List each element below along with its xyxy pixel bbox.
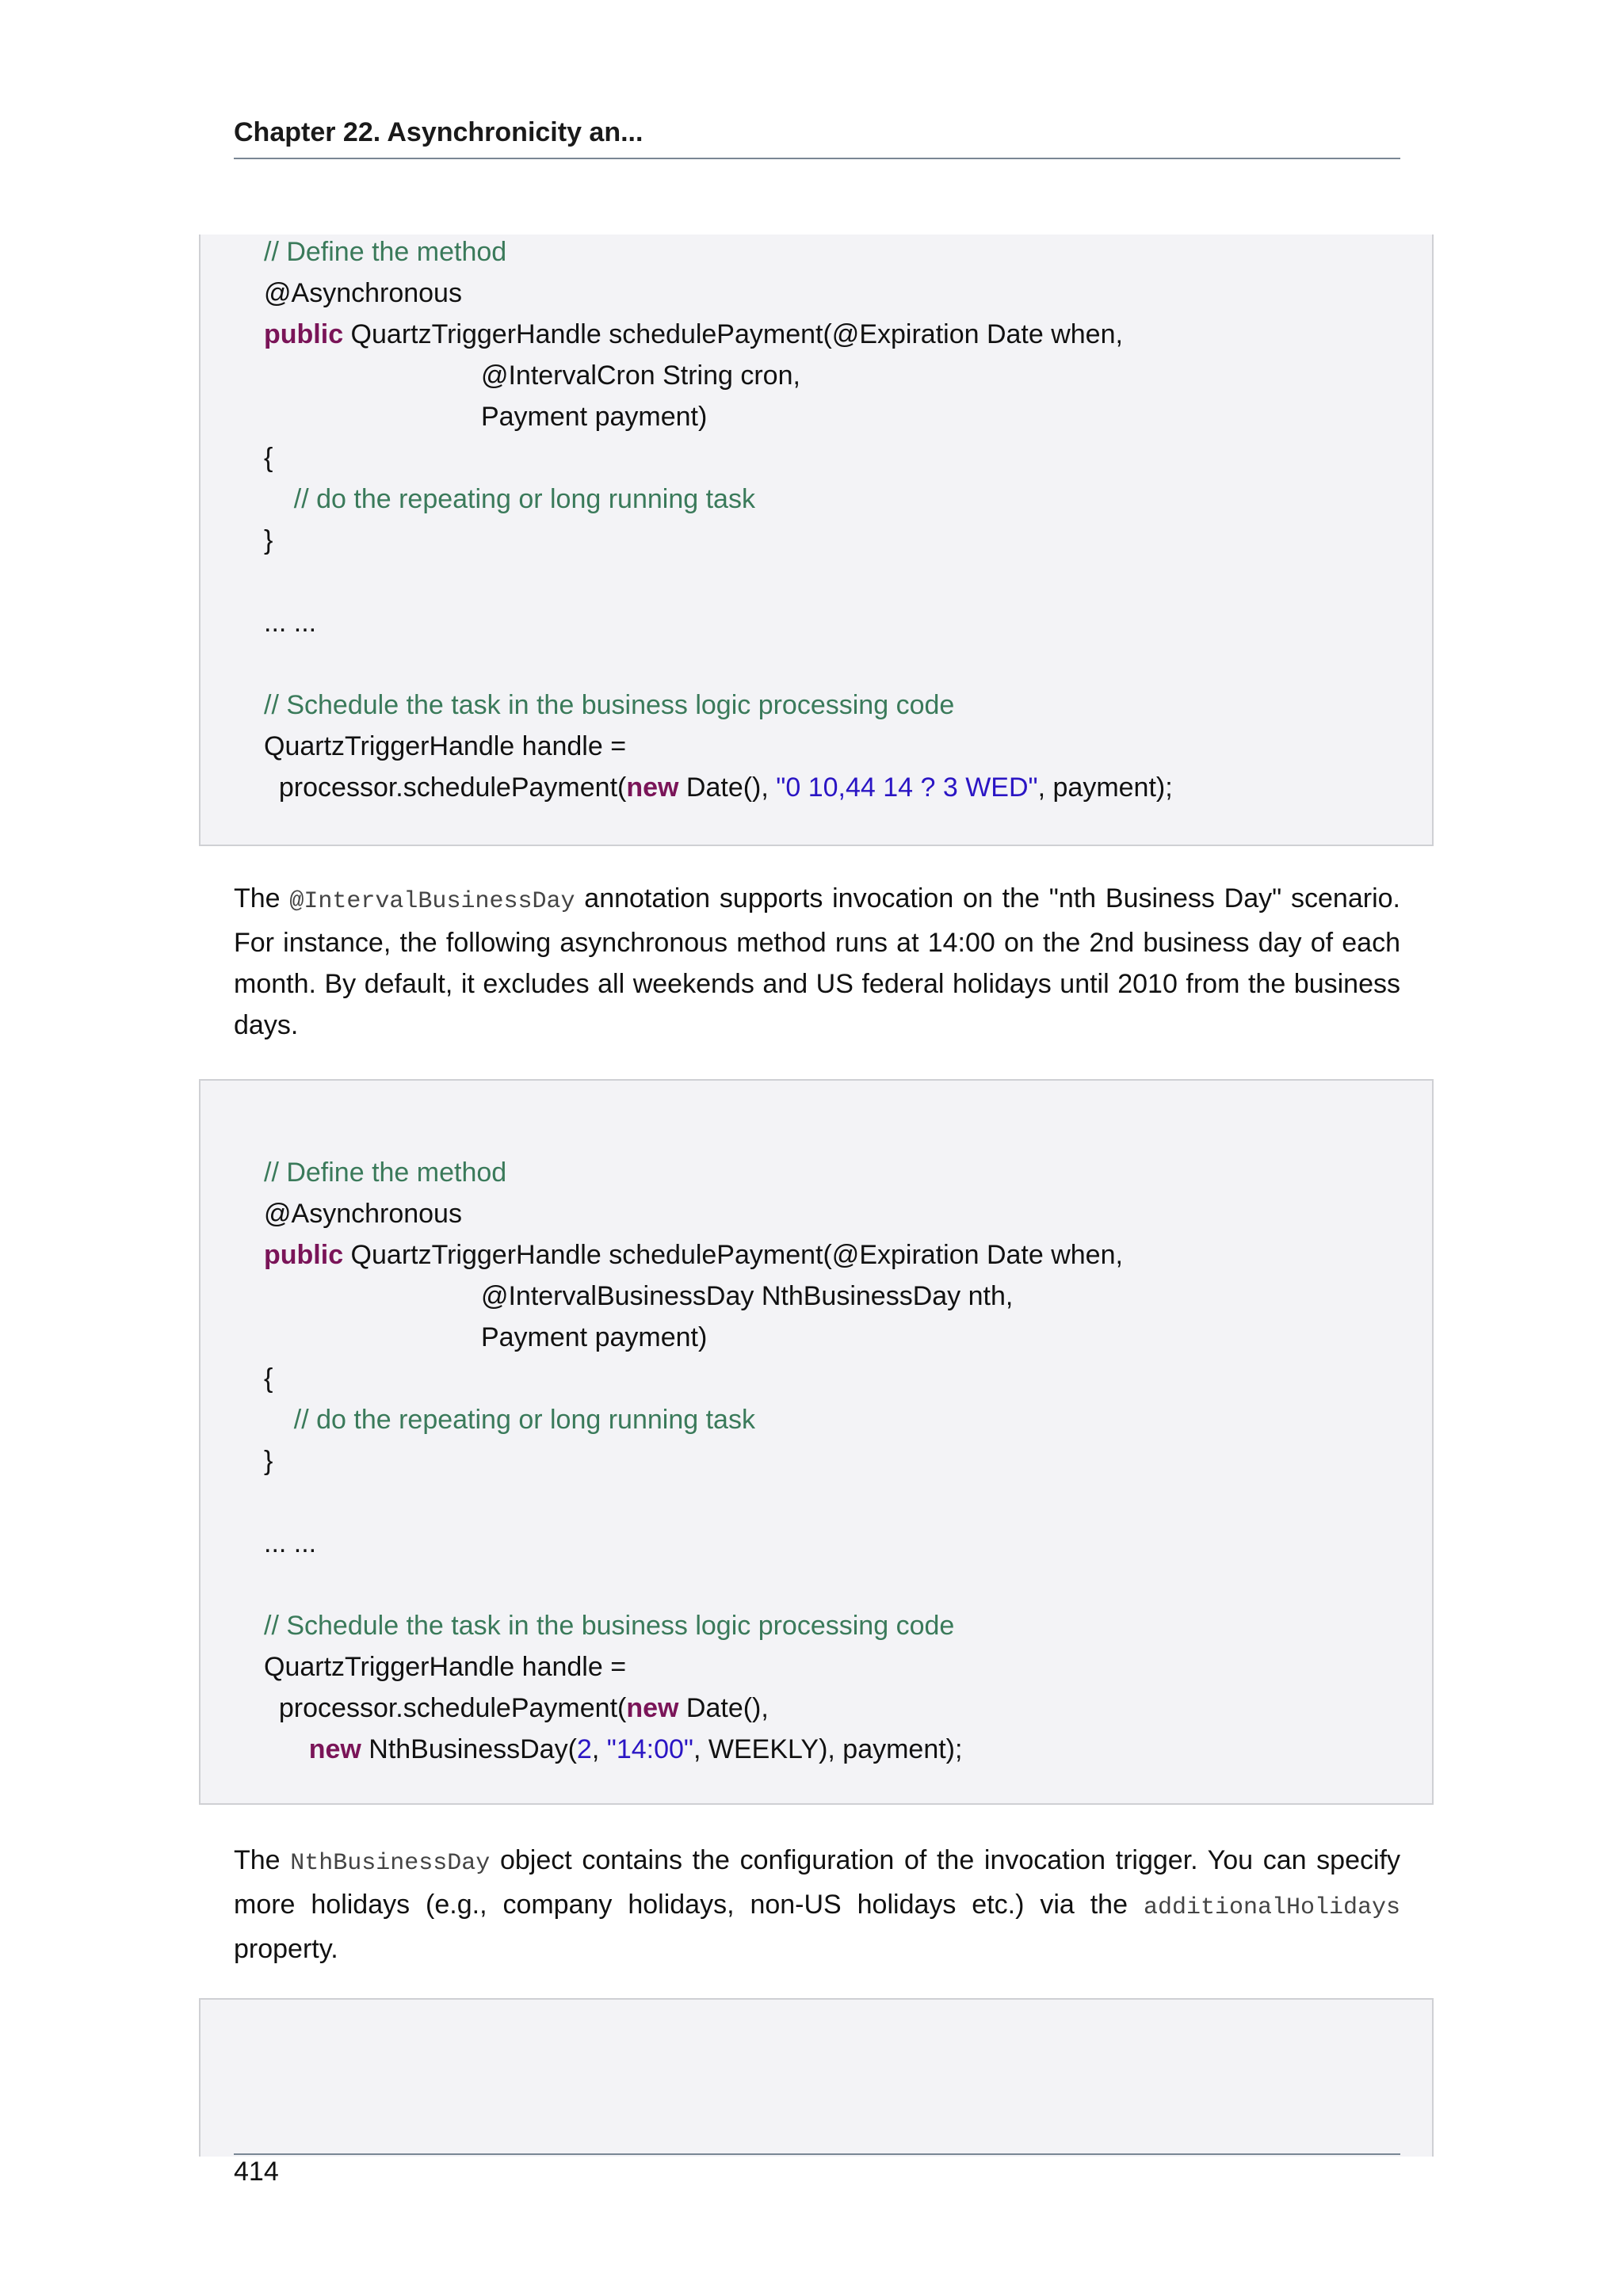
code-token: }	[264, 1446, 273, 1476]
code-line	[264, 273, 1173, 314]
code-token: processor.schedulePayment(	[264, 772, 627, 803]
code-line	[264, 767, 1173, 808]
code-token: NthBusinessDay(	[361, 1734, 577, 1764]
code-token: 2	[576, 1734, 592, 1764]
code-line	[264, 1276, 1123, 1317]
code-line	[264, 1193, 1123, 1234]
code-line	[264, 1523, 1123, 1564]
header-rule	[234, 158, 1400, 159]
code-line	[264, 1564, 1123, 1605]
paragraph-text: annotation supports invocation on the "nth Business Day" scenario. For instance, the following asynchronous method runs at 14:00 on the 2nd business day of each month. By default, it excludes all weekends and US federal holidays until 2010 from the business days.	[234, 883, 1400, 1040]
code-token: // Define the method	[264, 1158, 507, 1188]
code-token: ,	[591, 1734, 607, 1764]
paragraph-interval-business-day	[234, 878, 1400, 1046]
code-line	[264, 726, 1173, 767]
code-line	[264, 1646, 1123, 1688]
code-token: @IntervalBusinessDay NthBusinessDay nth,	[264, 1281, 1014, 1311]
code-line	[264, 643, 1173, 685]
code-token: public	[264, 1240, 344, 1270]
code-line	[264, 1152, 1123, 1193]
paragraph-nth-business-day	[234, 1840, 1400, 1970]
paragraph-text: property.	[234, 1934, 338, 1964]
page-number: 414	[234, 2157, 279, 2187]
code-line	[264, 437, 1173, 479]
code-token: ... ...	[264, 608, 317, 638]
code-token: public	[264, 319, 344, 349]
code-block-2-content	[264, 1152, 1123, 1770]
code-line	[264, 1729, 1123, 1770]
code-token: , payment);	[1037, 772, 1173, 803]
code-token: "0 10,44 14 ? 3 WED"	[776, 772, 1038, 803]
code-line	[264, 355, 1173, 396]
code-line	[264, 561, 1173, 602]
code-token: @IntervalCron String cron,	[264, 360, 800, 391]
code-token: ... ...	[264, 1528, 317, 1558]
code-token: new	[626, 772, 679, 803]
code-token: // Schedule the task in the business logic processing code	[264, 1611, 955, 1641]
code-line	[264, 1440, 1123, 1482]
code-line	[264, 1482, 1123, 1523]
code-token: // Schedule the task in the business logic processing code	[264, 690, 955, 720]
code-token: QuartzTriggerHandle schedulePayment(@Expiration Date when,	[343, 1240, 1123, 1270]
code-token: "14:00"	[606, 1734, 693, 1764]
code-line	[264, 396, 1173, 437]
code-line	[264, 685, 1173, 726]
code-token: QuartzTriggerHandle schedulePayment(@Expiration Date when,	[343, 319, 1123, 349]
paragraph-text: The	[234, 883, 290, 913]
code-token: Payment payment)	[264, 402, 708, 432]
inline-code: NthBusinessDay	[290, 1850, 491, 1877]
inline-code: additionalHolidays	[1143, 1894, 1400, 1921]
footer-rule	[234, 2153, 1400, 2155]
code-token: // do the repeating or long running task	[264, 1405, 755, 1435]
code-token: // Define the method	[264, 237, 507, 267]
code-token: Date(),	[678, 1693, 769, 1723]
running-header-title: Chapter 22. Asynchronicity an...	[234, 117, 643, 147]
code-line	[264, 1688, 1123, 1729]
code-line	[264, 1605, 1123, 1646]
code-token: Date(),	[678, 772, 777, 803]
code-token: @Asynchronous	[264, 278, 462, 308]
paragraph-text: object contains the configuration of the invocation trigger. You can specify more holidays (e.g., company holidays, non-US holidays etc.) via the	[234, 1845, 1400, 1920]
code-line	[264, 1399, 1123, 1440]
code-token: Payment payment)	[264, 1322, 708, 1352]
code-token: @Asynchronous	[264, 1199, 462, 1229]
code-token: // do the repeating or long running task	[264, 484, 755, 514]
code-token: {	[264, 443, 273, 473]
code-token	[264, 1734, 309, 1764]
code-block-1-content	[264, 231, 1173, 808]
code-token: new	[308, 1734, 361, 1764]
code-line	[264, 314, 1173, 355]
inline-code: @IntervalBusinessDay	[289, 888, 575, 915]
code-line	[264, 520, 1173, 561]
code-token: QuartzTriggerHandle handle =	[264, 1652, 627, 1682]
code-token: processor.schedulePayment(	[264, 1693, 627, 1723]
code-line	[264, 602, 1173, 643]
code-token: , WEEKLY), payment);	[693, 1734, 963, 1764]
code-line	[264, 1317, 1123, 1358]
code-line	[264, 231, 1173, 273]
code-token: {	[264, 1363, 273, 1394]
code-line	[264, 479, 1173, 520]
code-token: new	[626, 1693, 679, 1723]
code-line	[264, 1234, 1123, 1276]
code-token: QuartzTriggerHandle handle =	[264, 731, 627, 761]
code-line	[264, 1358, 1123, 1399]
code-block-3-partial	[199, 1998, 1434, 2157]
code-token: }	[264, 525, 273, 555]
paragraph-text: The	[234, 1845, 291, 1875]
